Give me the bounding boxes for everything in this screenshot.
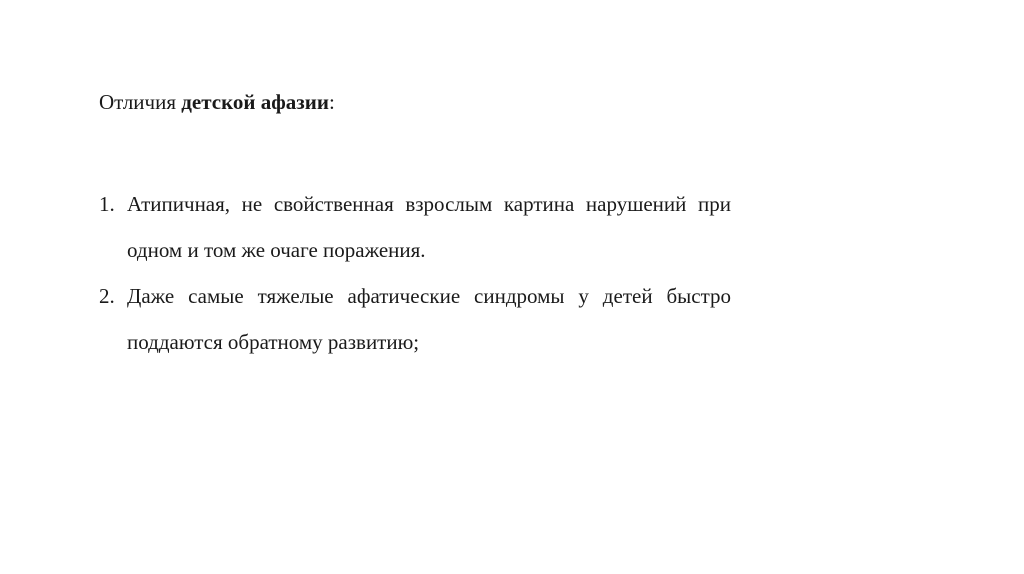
list-item-text: Атипичная, не свойственная взрослым картина нарушений при одном и том же очаге поражения. bbox=[127, 192, 731, 262]
heading-prefix: Отличия bbox=[99, 90, 182, 114]
list-item-text: Даже самые тяжелые афатические синдромы у детей быстро поддаются обратному развитию; bbox=[127, 284, 731, 354]
list-item-number: 2. bbox=[99, 284, 115, 308]
heading-bold-term: детской афазии bbox=[181, 90, 329, 114]
list-item-number: 1. bbox=[99, 192, 115, 216]
list-item bbox=[99, 273, 731, 365]
differences-list bbox=[99, 181, 731, 365]
list-item bbox=[99, 181, 731, 273]
slide-heading bbox=[99, 88, 335, 116]
heading-suffix: : bbox=[328, 90, 335, 114]
